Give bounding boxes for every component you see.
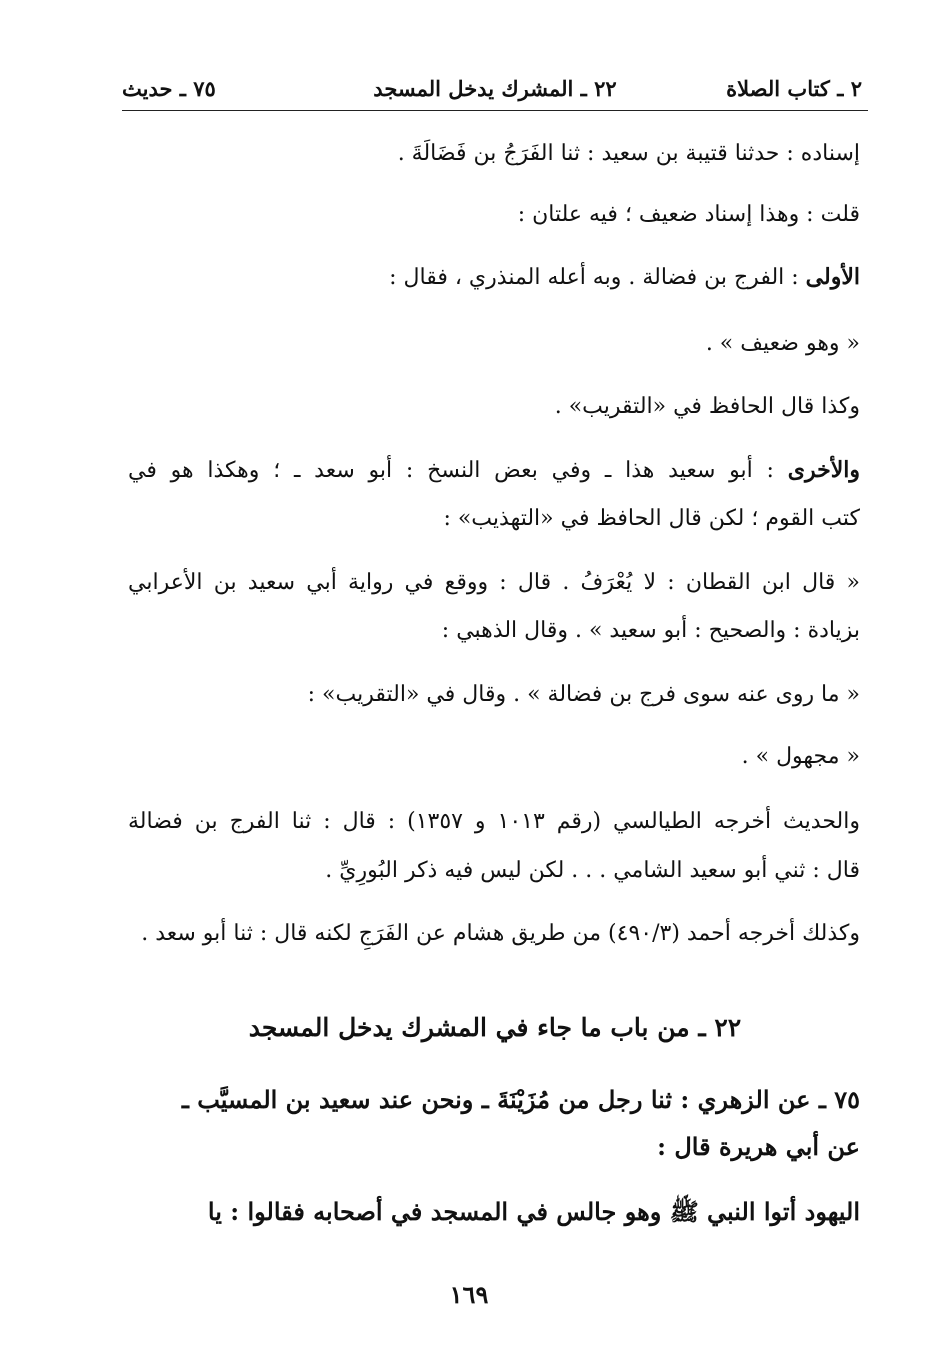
hadith-line: عن أبي هريرة قال : — [657, 1132, 860, 1161]
text-span: : أبو سعيد هذا ـ وفي بعض النسخ : أبو سعد ـ ؛ وهكذا هو في — [128, 458, 788, 483]
text-line: قال : ثني أبو سعيد الشامي . . . لكن ليس فيه ذكر البُورِيِّ . — [325, 858, 860, 883]
text-line: والحديث أخرجه الطيالسي (رقم ١٠١٣ و ١٣٥٧) : قال : ثنا الفرج بن فضالة — [128, 809, 860, 834]
text-line — [389, 260, 860, 294]
bold-term: الأولى — [805, 264, 860, 290]
text-line: كتب القوم ؛ لكن قال الحافظ في «التهذيب» : — [443, 506, 860, 531]
header-hadith-number: ٧٥ ـ حديث — [122, 76, 216, 101]
quote-line: « قال ابن القطان : لا يُعْرَفُ . قال : ووقع في رواية أبي سعيد بن الأعرابي — [128, 570, 860, 595]
header-chapter-title: ٢٢ ـ المشرك يدخل المسجد — [373, 76, 617, 101]
quote-line: بزيادة : والصحيح : أبو سعيد » . وقال الذهبي : — [441, 618, 860, 643]
bold-term: والأخرى — [787, 457, 860, 483]
text-span: : الفرج بن فضالة . وبه أعله المنذري ، فقال : — [389, 265, 806, 290]
text-line — [128, 453, 860, 487]
page-number: ١٦٩ — [449, 1280, 489, 1309]
hadith-line: ٧٥ ـ عن الزهري : ثنا رجل من مُزَيْنَةَ ـ ونحن عند سعيد بن المسيَّب ـ — [181, 1085, 860, 1114]
quote-line: « وهو ضعيف » . — [705, 331, 860, 356]
text-line: وكذلك أخرجه أحمد (٤٩٠/٣) من طريق هشام عن الفَرَجِ لكنه قال : ثنا أبو سعد . — [141, 921, 860, 946]
quote-line: « ما روى عنه سوى فرج بن فضالة » . وقال في «التقريب» : — [307, 682, 860, 707]
running-header — [122, 74, 868, 111]
text-line: إسناده : حدثنا قتيبة بن سعيد : ثنا الفَرَجُ بن فَضَالَةَ . — [397, 141, 860, 166]
hadith-line: اليهود أتوا النبي ﷺ وهو جالس في المسجد في أصحابه فقالوا : يا — [207, 1197, 860, 1226]
header-book-title: ٢ ـ كتاب الصلاة — [726, 76, 862, 101]
quote-line: « مجهول » . — [741, 744, 860, 769]
section-title: ٢٢ ـ من باب ما جاء في المشرك يدخل المسجد — [248, 1013, 742, 1042]
text-line: قلت : وهذا إسناد ضعيف ؛ فيه علتان : — [517, 202, 860, 227]
text-line: وكذا قال الحافظ في «التقريب» . — [554, 394, 860, 419]
